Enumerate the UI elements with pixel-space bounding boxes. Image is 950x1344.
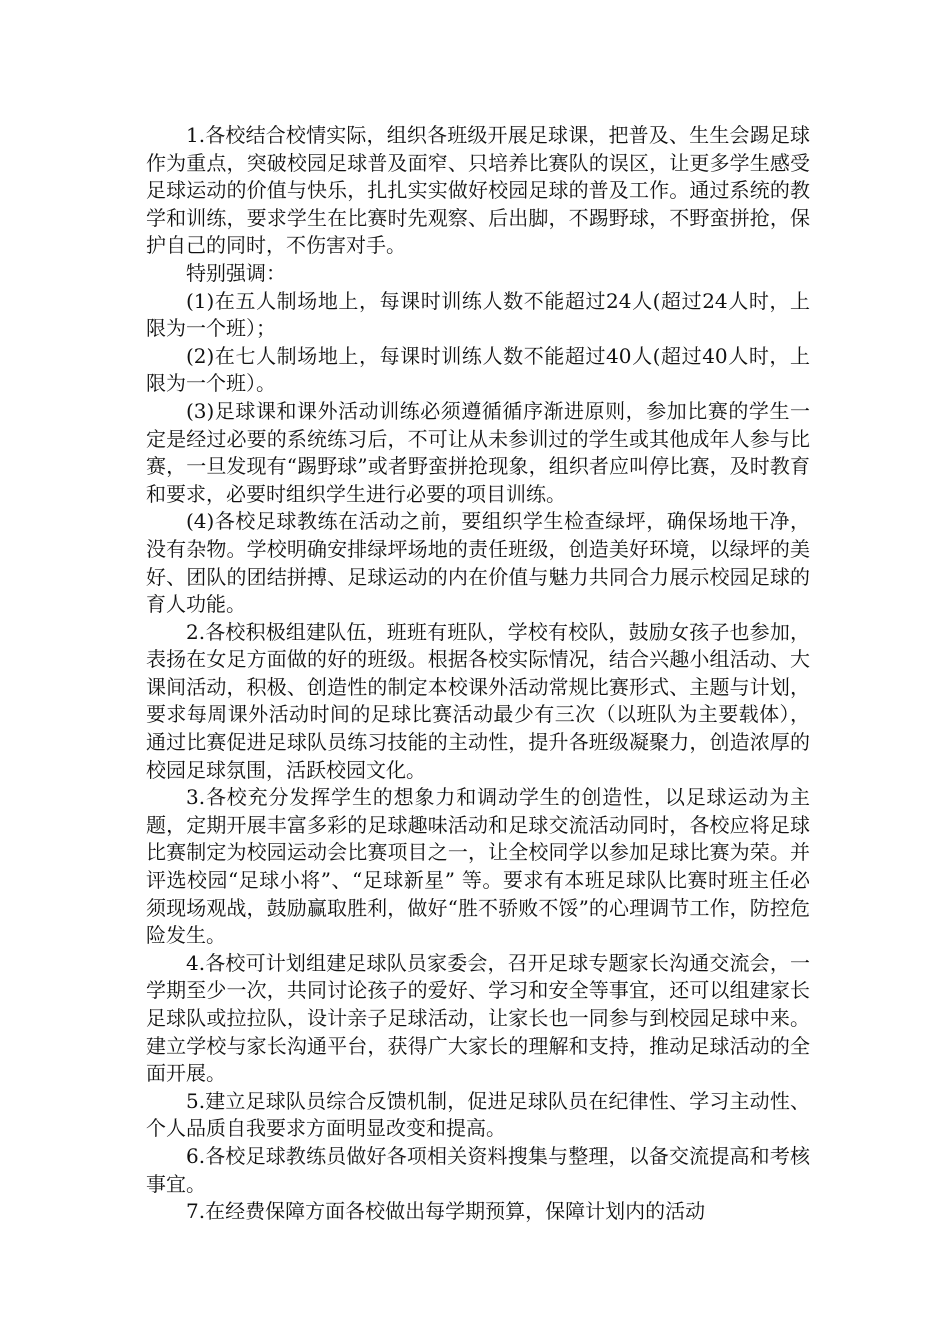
emphasis-point-3: (3)足球课和课外活动训练必须遵循循序渐进原则，参加比赛的学生一定是经过必要的系统练习后，不可让从未参训过的学生或其他成年人参与比赛，一旦发现有“踢野球”或者野蛮拼抢现象，组织者应叫停比赛，及时教育和要求，必要时组织学生进行必要的项目训练。 <box>146 398 810 506</box>
emphasis-point-4: (4)各校足球教练在活动之前，要组织学生检查绿坪，确保场地干净，没有杂物。学校明确安排绿坪场地的责任班级，创造美好环境，以绿坪的美好、团队的团结拼搏、足球运动的内在价值与魅力共同合力展示校园足球的育人功能。 <box>146 509 810 617</box>
document-body <box>146 122 810 1226</box>
paragraph-item-3: 3.各校充分发挥学生的想象力和调动学生的创造性，以足球运动为主题，定期开展丰富多彩的足球趣味活动和足球交流活动同时，各校应将足球比赛制定为校园运动会比赛项目之一，让全校同学以参加足球比赛为荣。并评选校园“足球小将”、“足球新星” 等。要求有本班足球队比赛时班主任必须现场观战，鼓励赢取胜利，做好“胜不骄败不馁”的心理调节工作，防控危险发生。 <box>146 785 810 948</box>
paragraph-item-5: 5.建立足球队员综合反馈机制，促进足球队员在纪律性、学习主动性、个人品质自我要求方面明显改变和提高。 <box>146 1088 810 1141</box>
emphasis-point-1: (1)在五人制场地上，每课时训练人数不能超过24人(超过24人时，上限为一个班）； <box>146 288 810 341</box>
emphasis-point-2: (2)在七人制场地上，每课时训练人数不能超过40人(超过40人时，上限为一个班）。 <box>146 343 810 396</box>
paragraph-item-2: 2.各校积极组建队伍，班班有班队，学校有校队，鼓励女孩子也参加，表扬在女足方面做的好的班级。根据各校实际情况，结合兴趣小组活动、大课间活动，积极、创造性的制定本校课外活动常规比赛形式、主题与计划，要求每周课外活动时间的足球比赛活动最少有三次（以班队为主要载体），通过比赛促进足球队员练习技能的主动性，提升各班级凝聚力，创造浓厚的校园足球氛围，活跃校园文化。 <box>146 619 810 782</box>
paragraph-item-1: 1.各校结合校情实际，组织各班级开展足球课，把普及、生生会踢足球作为重点，突破校园足球普及面窄、只培养比赛队的误区，让更多学生感受足球运动的价值与快乐，扎扎实实做好校园足球的普及工作。通过系统的教学和训练，要求学生在比赛时先观察、后出脚，不踢野球，不野蛮拼抢，保护自己的同时，不伤害对手。 <box>146 123 810 258</box>
special-emphasis-heading: 特别强调： <box>186 260 286 285</box>
paragraph-item-6: 6.各校足球教练员做好各项相关资料搜集与整理，以备交流提高和考核事宜。 <box>146 1143 810 1196</box>
paragraph-item-4: 4.各校可计划组建足球队员家委会，召开足球专题家长沟通交流会，一学期至少一次，共同讨论孩子的爱好、学习和安全等事宜，还可以组建家长足球队或拉拉队，设计亲子足球活动，让家长也一同参与到校园足球中来。建立学校与家长沟通平台，获得广大家长的理解和支持，推动足球活动的全面开展。 <box>146 950 810 1086</box>
paragraph-item-7: 7.在经费保障方面各校做出每学期预算，保障计划内的活动 <box>186 1199 706 1224</box>
